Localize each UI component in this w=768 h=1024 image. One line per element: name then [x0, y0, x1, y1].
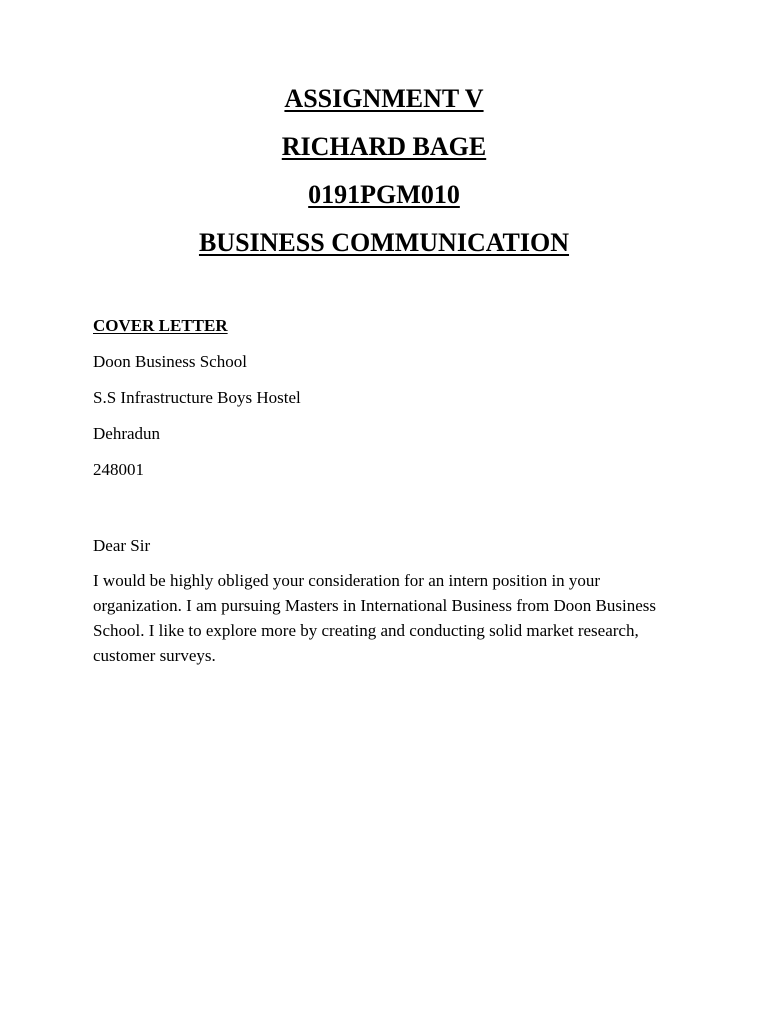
address-line-city: Dehradun — [93, 424, 161, 443]
roll-number — [0, 180, 768, 210]
address-line-hostel: S.S Infrastructure Boys Hostel — [93, 388, 301, 407]
salutation: Dear Sir — [93, 536, 151, 555]
subject-title-text: BUSINESS COMMUNICATION — [198, 228, 570, 257]
assignment-title-text: ASSIGNMENT V — [284, 84, 484, 113]
letter-body-paragraph: I would be highly obliged your consideration for an intern position in your organization. I am pursuing Masters in International Business from Doon Business School. I like to explore more by creating and conducting solid market research, customer surveys. — [93, 571, 656, 665]
roll-number-text: 0191PGM010 — [308, 180, 460, 209]
student-name-text: RICHARD BAGE — [281, 132, 487, 161]
student-name — [0, 132, 768, 162]
cover-letter-title: COVER LETTER — [93, 316, 228, 335]
assignment-title — [0, 84, 768, 114]
letter-header — [93, 314, 678, 494]
subject-title — [0, 228, 768, 258]
address-line-school: Doon Business School — [93, 352, 247, 371]
document-heading — [0, 84, 768, 276]
address-line-pincode: 248001 — [93, 460, 144, 479]
